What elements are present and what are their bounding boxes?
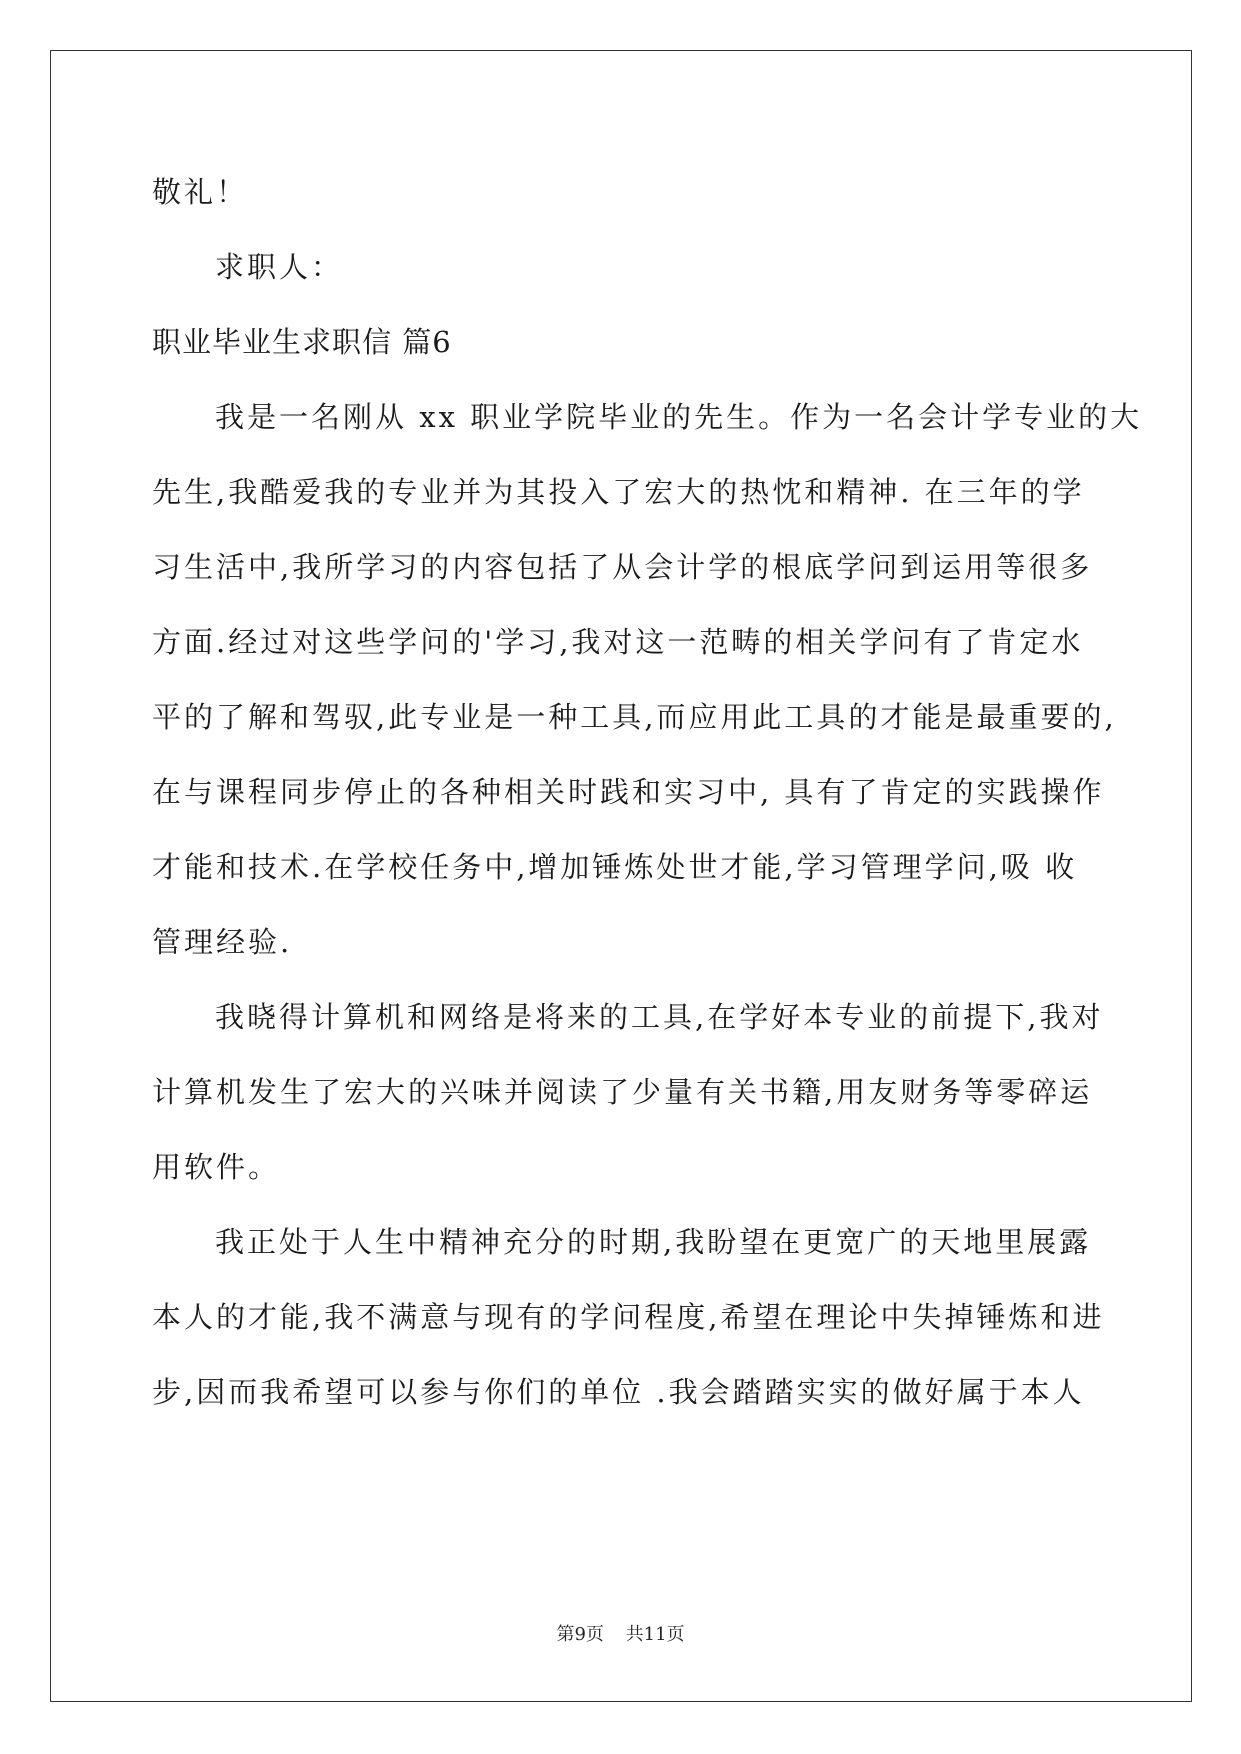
paragraph-line: 在与课程同步停止的各种相关时践和实习中, 具有了肯定的实践操作 <box>152 775 1105 809</box>
paragraph-line: 才能和技术.在学校任务中,增加锤炼处世才能,学习管理学问,吸 收 <box>152 850 1078 884</box>
paragraph-line: 我晓得计算机和网络是将来的工具,在学好本专业的前提下,我对 <box>215 1000 1104 1034</box>
applicant-signature-label: 求职人： <box>215 250 344 284</box>
paragraph-line: 用软件。 <box>152 1150 281 1184</box>
section-heading: 职业毕业生求职信 篇6 <box>152 325 452 359</box>
paragraph-line: 平的了解和驾驭,此专业是一种工具,而应用此工具的才能是最重要的, <box>152 700 1117 734</box>
paragraph-line: 步,因而我希望可以参与你们的单位 .我会踏踏实实的做好属于本人 <box>152 1375 1085 1409</box>
paragraph-line: 管理经验. <box>152 925 293 959</box>
paragraph-line: 先生,我酷爱我的专业并为其投入了宏大的热忱和精神. 在三年的学 <box>152 475 1085 509</box>
document-body <box>152 155 1143 1430</box>
paragraph-line: 我正处于人生中精神充分的时期,我盼望在更宽广的天地里展露 <box>215 1225 1092 1259</box>
paragraph-line: 方面.经过对这些学问的'学习,我对这一范畴的相关学问有了肯定水 <box>152 625 1084 659</box>
paragraph-line: 本人的才能,我不满意与现有的学问程度,希望在理论中失掉锤炼和进 <box>152 1300 1105 1334</box>
page-total: 共11页 <box>625 1624 685 1645</box>
page-number: 第9页 <box>556 1624 604 1645</box>
paragraph-line: 习生活中,我所学习的内容包括了从会计学的根底学问到运用等很多 <box>152 550 1093 584</box>
closing-salutation: 敬礼！ <box>152 175 249 209</box>
page-footer <box>0 1620 1241 1646</box>
paragraph-line: 计算机发生了宏大的兴味并阅读了少量有关书籍,用友财务等零碎运 <box>152 1075 1093 1109</box>
paragraph-line: 我是一名刚从 xx 职业学院毕业的先生。作为一名会计学专业的大 <box>215 400 1143 434</box>
